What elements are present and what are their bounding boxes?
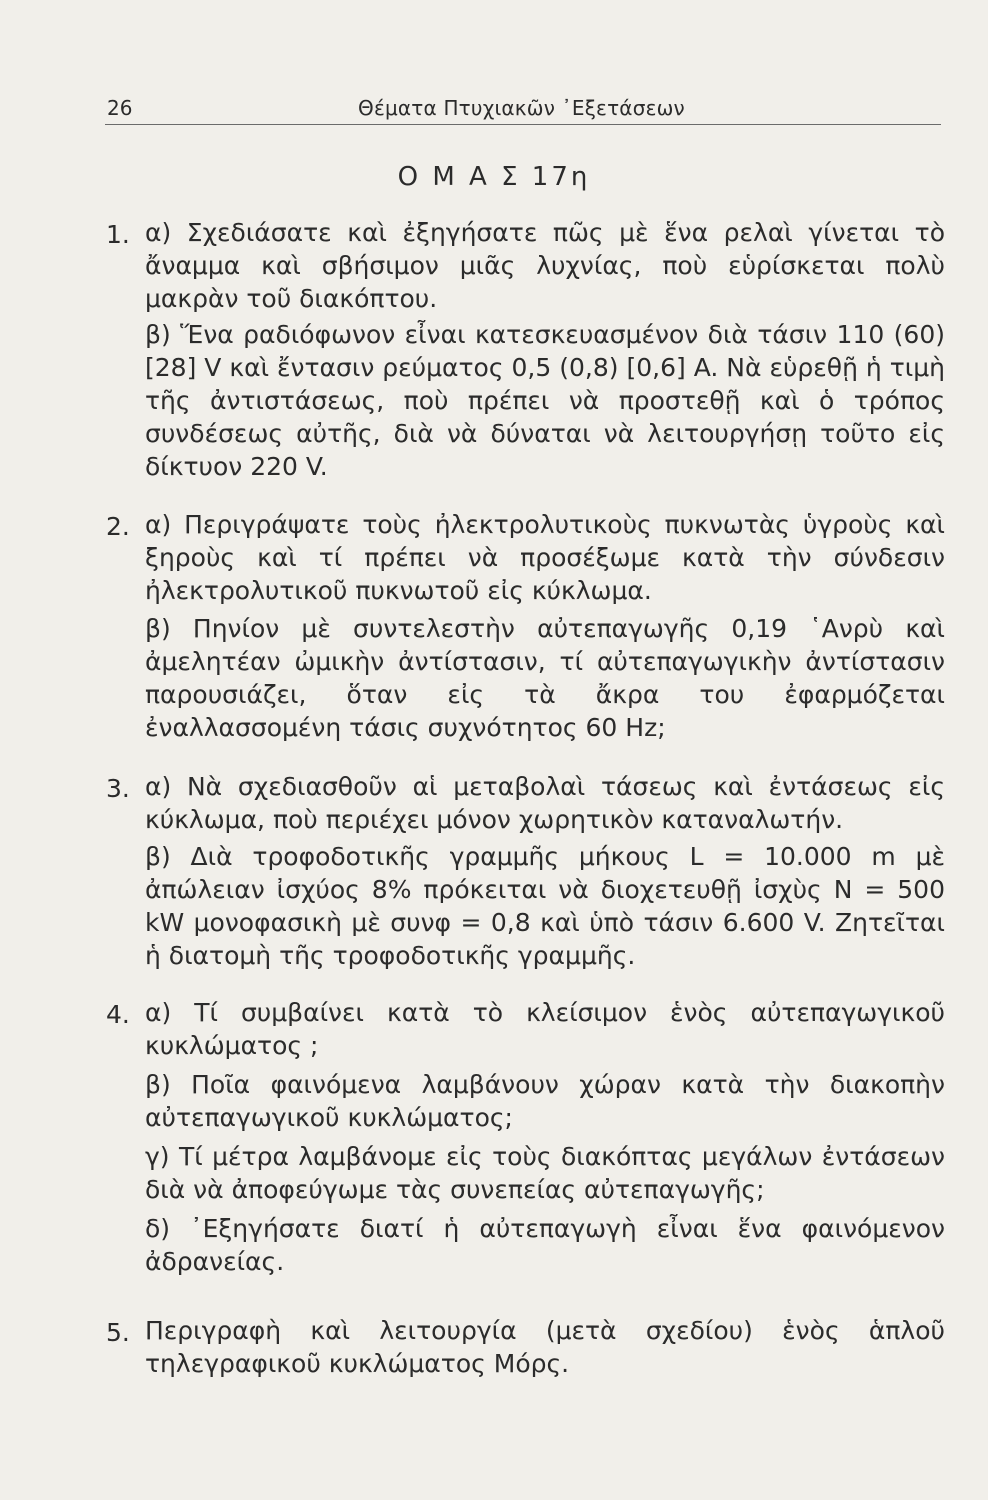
- question-part: β) Ἕνα ραδιόφωνον εἶναι κατεσκευασμένον διὰ τάσιν 110 (60) [28] V καὶ ἔντασιν ρεύματος 0,5 (0,8) [0,6] A. Νὰ εὑρεθῇ ἡ τιμὴ τῆς ἀντιστάσεως, ποὺ πρέπει νὰ προστεθῇ καὶ ὁ τρόπος συνδέσεως αὐτῆς, διὰ νὰ δύναται νὰ λειτουργήσῃ τοῦτο εἰς δίκτυον 220 V.: [145, 320, 945, 481]
- running-title: Θέματα Πτυχιακῶν ᾿Εξετάσεων: [358, 96, 685, 120]
- header-rule: [105, 124, 941, 125]
- question-part: α) Περιγράψατε τοὺς ἠλεκτρολυτικοὺς πυκνωτὰς ὑγροὺς καὶ ξηροὺς καὶ τί πρέπει νὰ προσέξωμε κατὰ τὴν σύνδεσιν ἠλεκτρολυτικοῦ πυκνωτοῦ εἰς κύκλωμα.: [145, 510, 945, 605]
- question-number: 2.: [106, 512, 130, 541]
- question-part: α) Τί συμβαίνει κατὰ τὸ κλείσιμον ἑνὸς αὐτεπαγωγικοῦ κυκλώματος ;: [145, 998, 945, 1060]
- page-number: 26: [107, 96, 133, 120]
- question-part: Περιγραφὴ καὶ λειτουργία (μετὰ σχεδίου) ἑνὸς ἁπλοῦ τηλεγραφικοῦ κυκλώματος Μόρς.: [145, 1316, 945, 1378]
- section-title: Ο Μ Α Σ 17η: [397, 162, 591, 192]
- question-part: β) Πηνίον μὲ συντελεστὴν αὐτεπαγωγῆς 0,19 ῾Ανρὺ καὶ ἀμελητέαν ὠμικὴν ἀντίστασιν, τί αὐτεπαγωγικὴν ἀντίστασιν παρουσιάζει, ὅταν εἰς τὰ ἄκρα του ἐφαρμόζεται ἐναλλασσομένη τάσις συχνότητος 60 Hz;: [145, 614, 945, 742]
- question-number: 4.: [106, 1000, 130, 1029]
- question-part: γ) Τί μέτρα λαμβάνομε εἰς τοὺς διακόπτας μεγάλων ἐντάσεων διὰ νὰ ἀποφεύγωμε τὰς συνεπείας αὐτεπαγωγῆς;: [145, 1142, 945, 1204]
- question-number: 3.: [106, 774, 130, 803]
- question-number: 5.: [106, 1318, 130, 1347]
- question-part: β) Ποῖα φαινόμενα λαμβάνουν χώραν κατὰ τὴν διακοπὴν αὐτεπαγωγικοῦ κυκλώματος;: [145, 1070, 945, 1132]
- question-part: β) Διὰ τροφοδοτικῆς γραμμῆς μήκους L = 10.000 m μὲ ἀπώλειαν ἰσχύος 8% πρόκειται νὰ διοχετευθῇ ἰσχὺς N = 500 kW μονοφασικὴ μὲ συνφ = 0,8 καὶ ὑπὸ τάσιν 6.600 V. Ζητεῖται ἡ διατομὴ τῆς τροφοδοτικῆς γραμμῆς.: [145, 842, 945, 970]
- question-part: α) Νὰ σχεδιασθοῦν αἱ μεταβολαὶ τάσεως καὶ ἐντάσεως εἰς κύκλωμα, ποὺ περιέχει μόνον χωρητικὸν καταναλωτήν.: [145, 772, 945, 834]
- question-part: δ) ᾿Εξηγήσατε διατί ἡ αὐτεπαγωγὴ εἶναι ἕνα φαινόμενον ἀδρανείας.: [145, 1214, 945, 1276]
- question-part: α) Σχεδιάσατε καὶ ἐξηγήσατε πῶς μὲ ἕνα ρελαὶ γίνεται τὸ ἄναμμα καὶ σβήσιμον μιᾶς λυχνίας, ποὺ εὑρίσκεται πολὺ μακρὰν τοῦ διακόπτου.: [145, 218, 945, 313]
- question-number: 1.: [106, 220, 130, 249]
